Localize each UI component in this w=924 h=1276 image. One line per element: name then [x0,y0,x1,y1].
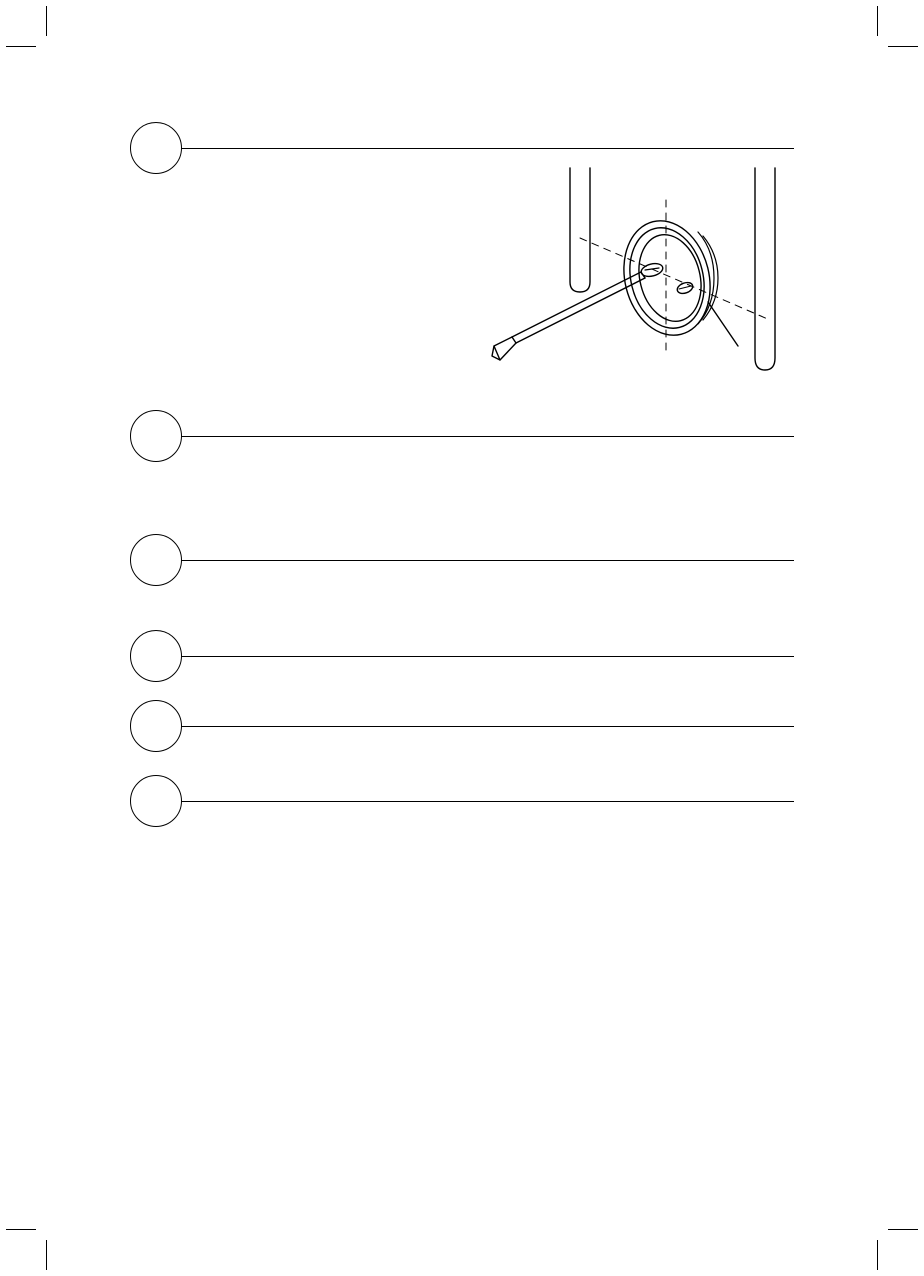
step-rule [173,148,794,149]
step-rule [173,801,794,802]
vertical-post-left [570,168,590,292]
crop-mark-bottom-left-vertical [46,1240,47,1270]
step-number-badge [130,122,182,174]
crop-mark-bottom-right-horizontal [888,1229,918,1230]
crop-mark-bottom-left-horizontal [6,1229,36,1230]
step-rule [173,656,794,657]
vertical-post-right [755,168,775,370]
crop-mark-top-left-horizontal [6,46,36,47]
step-rule [173,436,794,437]
step-number-badge [130,410,182,462]
step-rule [173,560,794,561]
dashed-center-line-diagonal [580,238,770,320]
step-rule [173,726,794,727]
crop-mark-top-left-vertical [46,6,47,36]
crop-mark-top-right-horizontal [888,46,918,47]
crop-mark-top-right-vertical [877,6,878,36]
step-number-badge [130,630,182,682]
figure-screwdriver-adjusting-round-fitting [470,160,800,390]
step-number-badge [130,775,182,827]
leader-line [708,302,738,346]
crop-mark-bottom-right-vertical [877,1240,878,1270]
step-number-badge [130,700,182,752]
ring-detail-slot [676,281,694,296]
step-number-badge [130,534,182,586]
flat-blade-screwdriver [492,272,645,360]
